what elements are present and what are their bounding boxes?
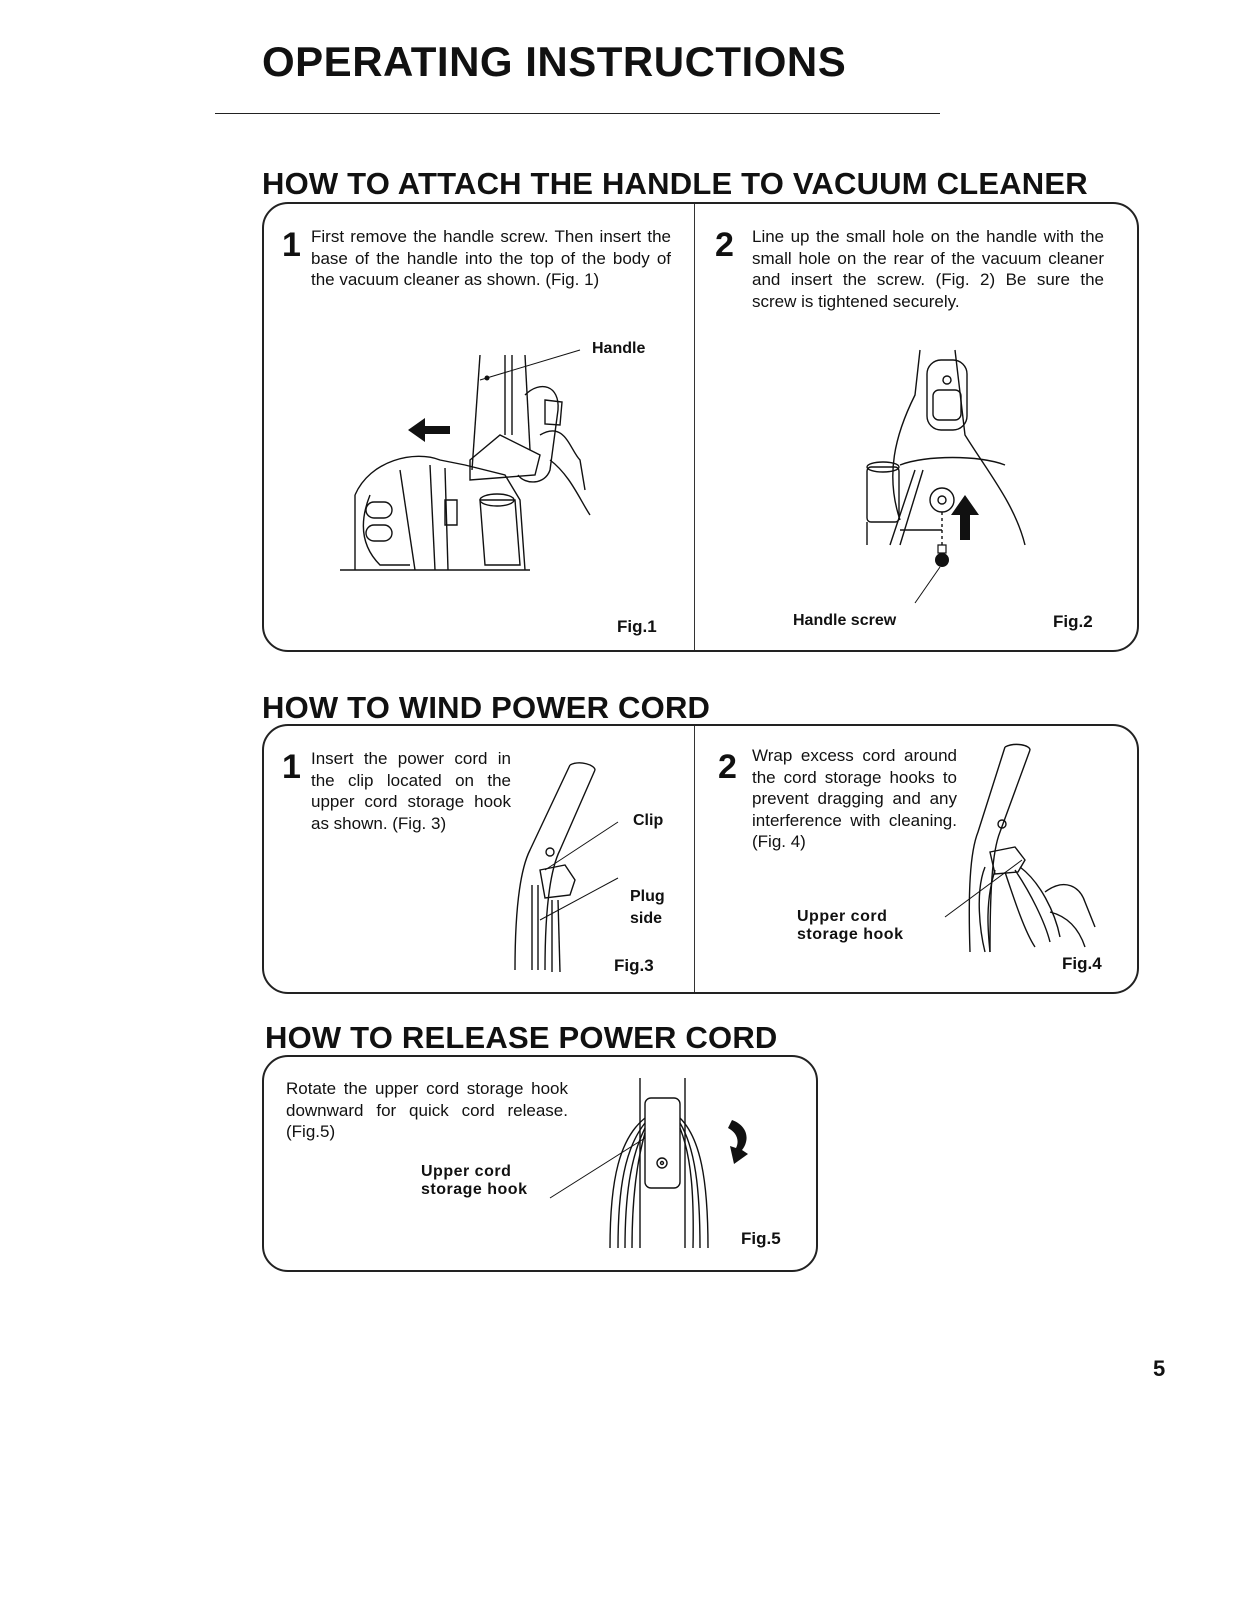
attach-step1-number: 1 bbox=[282, 226, 301, 264]
fig4-caption: Fig.4 bbox=[1062, 954, 1102, 973]
wind-step1-number: 1 bbox=[282, 748, 301, 786]
fig3-label-clip: Clip bbox=[633, 812, 664, 829]
wind-step2-text: Wrap excess cord around the cord storage hooks to prevent dragging and any interference with cleaning. (Fig. 4) bbox=[752, 746, 957, 851]
fig3-caption: Fig.3 bbox=[614, 956, 654, 975]
wind-section-title: HOW TO WIND POWER CORD bbox=[262, 690, 711, 725]
release-text: Rotate the upper cord storage hook downward for quick cord release.(Fig.5) bbox=[286, 1079, 568, 1141]
attach-divider bbox=[694, 204, 695, 650]
fig1-illustration bbox=[340, 340, 640, 590]
wind-step1-text: Insert the power cord in the clip located on the upper cord storage hook as shown. (Fig. 3) bbox=[311, 749, 511, 833]
release-section-title: HOW TO RELEASE POWER CORD bbox=[265, 1020, 778, 1055]
fig5-label-hook: Upper cord storage hook bbox=[421, 1163, 528, 1198]
wind-step2-number: 2 bbox=[718, 748, 737, 786]
fig2-label-screw: Handle screw bbox=[793, 612, 897, 629]
wind-divider bbox=[694, 726, 695, 992]
fig4-illustration bbox=[960, 742, 1110, 962]
fig3-illustration bbox=[500, 760, 630, 975]
fig3-label-plug: Plug side bbox=[630, 888, 665, 927]
page-number: 5 bbox=[1153, 1356, 1166, 1381]
attach-step2-number: 2 bbox=[715, 226, 734, 264]
fig2-illustration bbox=[815, 345, 1045, 595]
fig4-label-hook: Upper cord storage hook bbox=[797, 908, 904, 943]
fig5-illustration bbox=[600, 1078, 780, 1253]
fig5-caption: Fig.5 bbox=[741, 1229, 781, 1248]
page-title: OPERATING INSTRUCTIONS bbox=[262, 38, 847, 85]
title-rule bbox=[215, 113, 940, 114]
attach-section-title: HOW TO ATTACH THE HANDLE TO VACUUM CLEANER bbox=[262, 166, 1088, 201]
fig1-caption: Fig.1 bbox=[617, 617, 657, 636]
attach-step1-text: First remove the handle screw. Then insert the base of the handle into the top of the body of the vacuum cleaner as shown. (Fig. 1) bbox=[311, 227, 671, 289]
attach-step2-text: Line up the small hole on the handle with the small hole on the rear of the vacuum cleaner and insert the screw. (Fig. 2) Be sure the screw is tightened securely. bbox=[752, 227, 1104, 311]
fig1-label-handle: Handle bbox=[592, 340, 646, 357]
fig2-caption: Fig.2 bbox=[1053, 612, 1093, 631]
